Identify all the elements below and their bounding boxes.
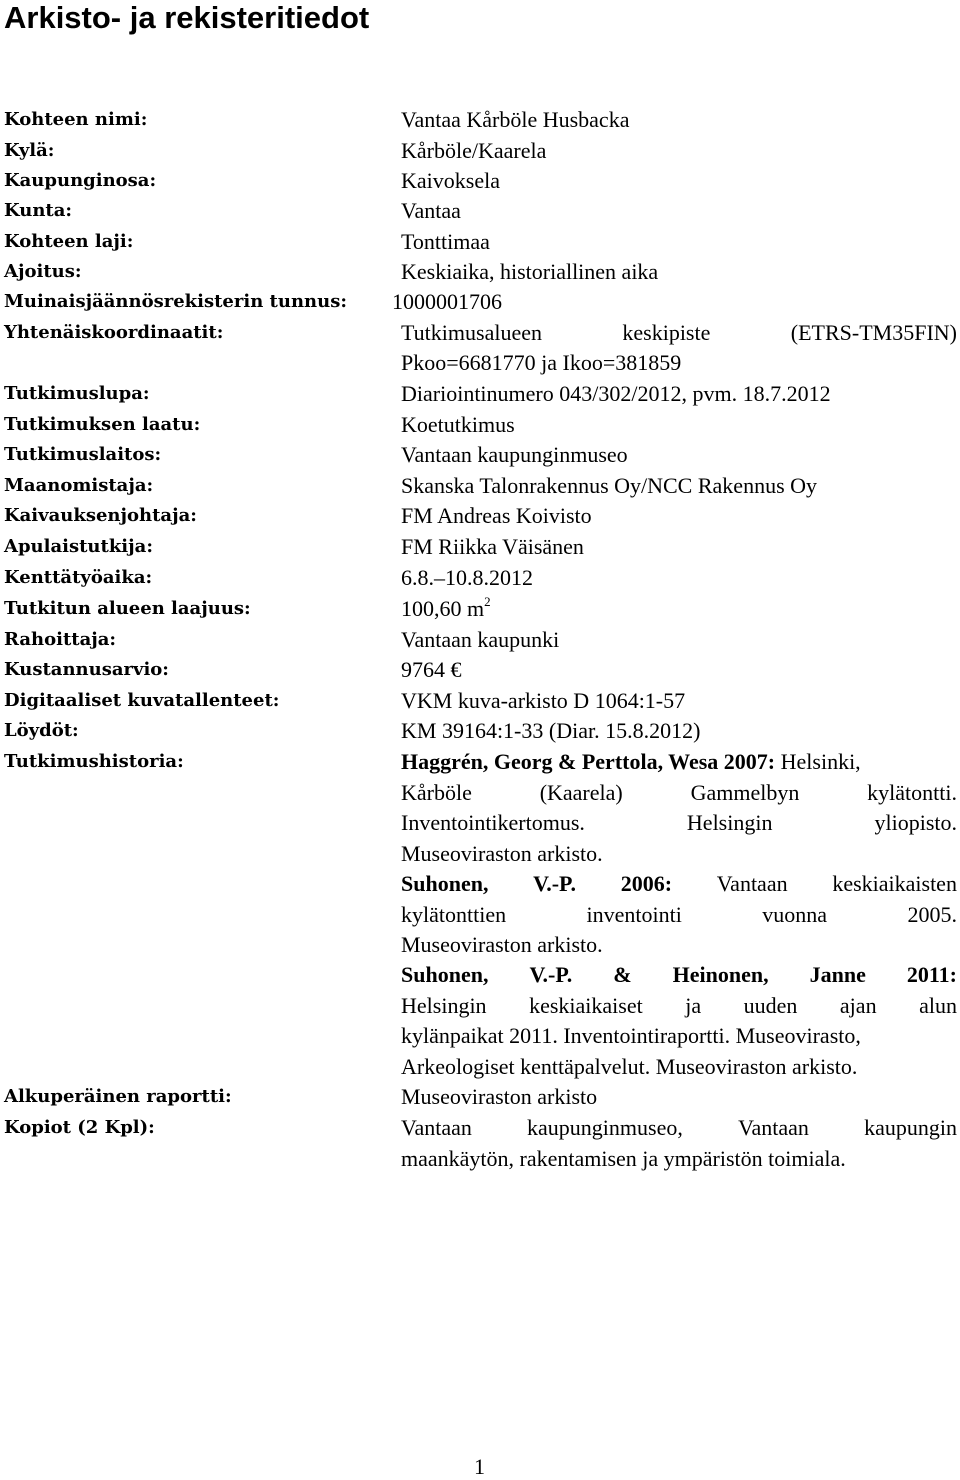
value-loydot: KM 39164:1-33 (Diar. 15.8.2012) — [401, 718, 701, 743]
value-rahoittaja: Vantaan kaupunki — [401, 627, 560, 652]
value-tutkimuslupa: Diariointinumero 043/302/2012, pvm. 18.7.2012 — [401, 381, 831, 406]
label-kaupunginosa: Kaupunginosa: — [4, 170, 157, 191]
label-kopiot: Kopiot (2 Kpl): — [4, 1117, 155, 1138]
word: Inventointikertomus. — [401, 810, 585, 835]
history-ref3-line1 — [401, 961, 957, 989]
value-coordinates: Pkoo=6681770 ja Ikoo=381859 — [401, 350, 682, 375]
label-kunta: Kunta: — [4, 200, 73, 221]
word: uuden — [743, 993, 798, 1018]
label-apulaistutkija: Apulaistutkija: — [4, 536, 153, 557]
history-ref2-line1 — [401, 870, 957, 898]
label-muinaisjaannosrekisterin-tunnus: Muinaisjäännösrekisterin tunnus: — [4, 291, 347, 312]
word: V.-P. — [529, 962, 573, 987]
coord-word-1: Tutkimusalueen — [401, 320, 542, 345]
label-kohteen-laji: Kohteen laji: — [4, 231, 134, 252]
word: V.-P. — [533, 871, 576, 896]
history-ref1-line4: Museoviraston arkisto. — [401, 841, 603, 866]
label-alkuperainen-raportti: Alkuperäinen raportti: — [4, 1086, 232, 1107]
value-kunta: Vantaa — [401, 198, 461, 223]
value-kustannusarvio: 9764 € — [401, 657, 462, 682]
label-loydot: Löydöt: — [4, 720, 79, 741]
word: kylätontti. — [867, 780, 957, 805]
word: kaupunginmuseo, — [527, 1115, 683, 1140]
value-kohteen-nimi: Vantaa Kårböle Husbacka — [401, 107, 630, 132]
label-rahoittaja: Rahoittaja: — [4, 629, 117, 650]
label-tutkimushistoria: Tutkimushistoria: — [4, 751, 184, 772]
value-tutkitun-alueen-laajuus — [401, 595, 491, 623]
word: yliopisto. — [874, 810, 957, 835]
value-alkuperainen-raportti: Museoviraston arkisto — [401, 1084, 598, 1109]
word: (Kaarela) — [539, 780, 623, 805]
history-ref1-place: Helsinki, — [780, 749, 861, 774]
word: keskiaikaisten — [832, 871, 957, 896]
value-yhtenaiskoordinaatit — [401, 319, 957, 347]
word: kaupungin — [864, 1115, 957, 1140]
area-unit-superscript: 2 — [484, 593, 491, 609]
word: 2006: — [620, 871, 673, 896]
coord-word-3: (ETRS-TM35FIN) — [790, 320, 957, 345]
word: Janne — [809, 962, 866, 987]
word: kylätonttien — [401, 902, 507, 927]
label-kenttatyoaika: Kenttätyöaika: — [4, 567, 153, 588]
value-muinaisjaannosrekisterin-tunnus: 1000001706 — [392, 289, 502, 314]
value-kaupunginosa: Kaivoksela — [401, 168, 500, 193]
word: Suhonen, — [401, 962, 489, 987]
word: Helsingin — [686, 810, 773, 835]
word: 2005. — [907, 902, 957, 927]
history-ref1-line2 — [401, 779, 957, 807]
word: Kårböle — [401, 780, 472, 805]
value-kenttatyoaika: 6.8.–10.8.2012 — [401, 565, 533, 590]
history-ref3-line3: kylänpaikat 2011. Inventointiraportti. Museovirasto, — [401, 1023, 861, 1048]
history-ref1-line3 — [401, 809, 957, 837]
label-kustannusarvio: Kustannusarvio: — [4, 659, 169, 680]
value-kopiot-line1 — [401, 1114, 957, 1142]
page-number: 1 — [474, 1454, 485, 1479]
label-tutkimuslaitos: Tutkimuslaitos: — [4, 444, 162, 465]
value-tutkimuksen-laatu: Koetutkimus — [401, 412, 515, 437]
word: Gammelbyn — [690, 780, 800, 805]
word: ajan — [839, 993, 877, 1018]
label-tutkitun-alueen-laajuus: Tutkitun alueen laajuus: — [4, 598, 251, 619]
value-kopiot-line2: maankäytön, rakentamisen ja ympäristön toimiala. — [401, 1146, 846, 1171]
word: Heinonen, — [672, 962, 769, 987]
history-ref2-line3: Museoviraston arkisto. — [401, 932, 603, 957]
value-tutkimuslaitos: Vantaan kaupunginmuseo — [401, 442, 628, 467]
word: Vantaan — [716, 871, 788, 896]
word: Vantaan — [738, 1115, 809, 1140]
value-kyla: Kårböle/Kaarela — [401, 138, 547, 163]
word: 2011: — [906, 962, 957, 987]
word: Vantaan — [401, 1115, 472, 1140]
label-maanomistaja: Maanomistaja: — [4, 475, 154, 496]
label-kohteen-nimi: Kohteen nimi: — [4, 109, 148, 130]
label-ajoitus: Ajoitus: — [4, 261, 82, 282]
word: ja — [685, 993, 702, 1018]
page-title: Arkisto- ja rekisteritiedot — [4, 0, 370, 35]
word: inventointi — [586, 902, 682, 927]
history-ref2-line2 — [401, 901, 957, 929]
history-ref3-line2 — [401, 992, 957, 1020]
word: keskiaikaiset — [529, 993, 643, 1018]
word: & — [613, 962, 632, 987]
label-yhtenaiskoordinaatit: Yhtenäiskoordinaatit: — [4, 322, 224, 343]
label-kaivauksenjohtaja: Kaivauksenjohtaja: — [4, 505, 197, 526]
word: Suhonen, — [401, 871, 489, 896]
label-digitaaliset-kuvatallenteet: Digitaaliset kuvatallenteet: — [4, 690, 280, 711]
value-maanomistaja: Skanska Talonrakennus Oy/NCC Rakennus Oy — [401, 473, 818, 498]
word: vuonna — [762, 902, 828, 927]
coord-word-2: keskipiste — [622, 320, 711, 345]
label-tutkimuslupa: Tutkimuslupa: — [4, 383, 150, 404]
history-ref1-author: Haggrén, Georg & Perttola, Wesa 2007: — [401, 749, 776, 774]
value-kohteen-laji: Tonttimaa — [401, 229, 490, 254]
value-apulaistutkija: FM Riikka Väisänen — [401, 534, 584, 559]
history-ref1-line1 — [401, 748, 861, 776]
label-tutkimuksen-laatu: Tutkimuksen laatu: — [4, 414, 201, 435]
area-value: 100,60 m — [401, 596, 485, 621]
word: Helsingin — [401, 993, 487, 1018]
value-kaivauksenjohtaja: FM Andreas Koivisto — [401, 503, 592, 528]
label-kyla: Kylä: — [4, 140, 55, 161]
value-digitaaliset-kuvatallenteet: VKM kuva-arkisto D 1064:1-57 — [401, 688, 686, 713]
word: alun — [919, 993, 957, 1018]
value-ajoitus: Keskiaika, historiallinen aika — [401, 259, 659, 284]
history-ref3-line4: Arkeologiset kenttäpalvelut. Museoviraston arkisto. — [401, 1054, 858, 1079]
